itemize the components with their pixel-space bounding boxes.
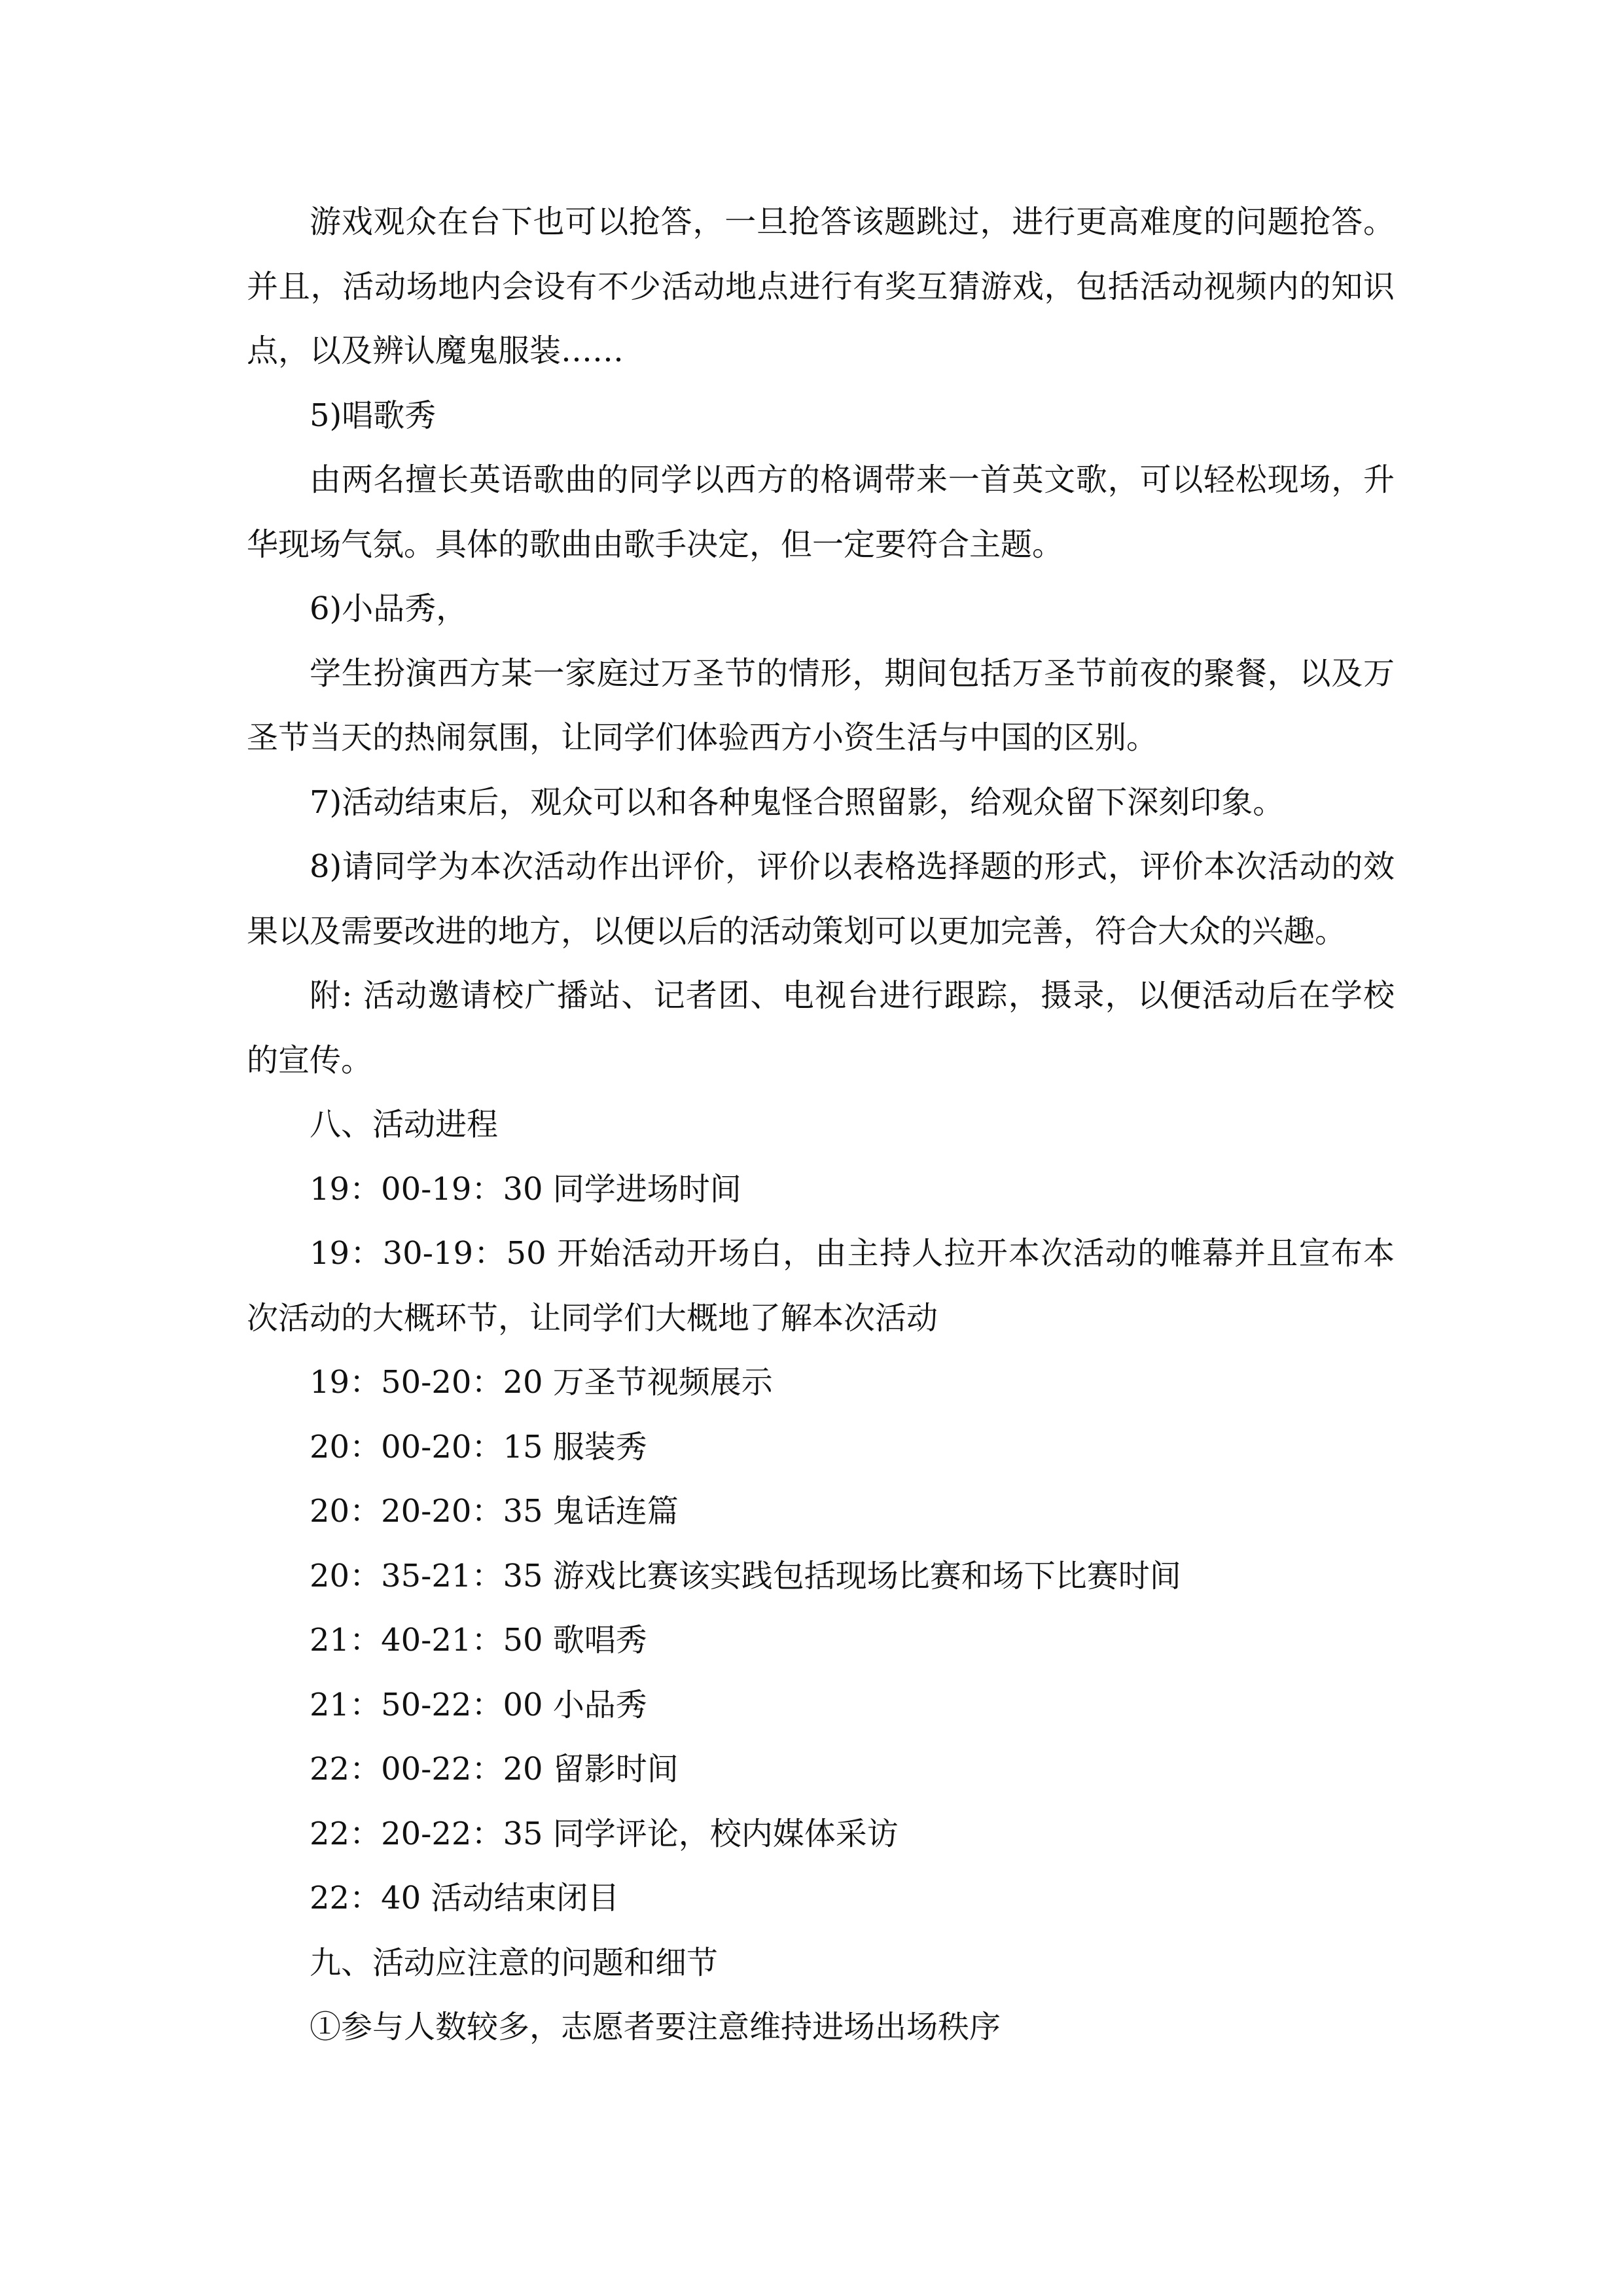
paragraph-singing-show: 由两名擅长英语歌曲的同学以西方的格调带来一首英文歌，可以轻松现场，升华现场气氛。具体的歌曲由歌手决定，但一定要符合主题。 bbox=[247, 461, 1395, 563]
schedule-item: 22：20-22：35 同学评论，校内媒体采访 bbox=[310, 1815, 899, 1852]
paragraph-evaluation: 8)请同学为本次活动作出评价，评价以表格选择题的形式，评价本次活动的效果以及需要改进的地方，以便以后的活动策划可以更加完善，符合大众的兴趣。 bbox=[247, 848, 1395, 950]
schedule-item: 21：50-22：00 小品秀 bbox=[310, 1686, 647, 1723]
paragraph-sketch-show: 学生扮演西方某一家庭过万圣节的情形，期间包括万圣节前夜的聚餐，以及万圣节当天的热闹氛围，让同学们体验西方小资生活与中国的区别。 bbox=[247, 655, 1395, 756]
section-heading-schedule: 八、活动进程 bbox=[310, 1106, 499, 1143]
schedule-item: 19：00-19：30 同学进场时间 bbox=[310, 1170, 741, 1208]
paragraph-game-audience: 游戏观众在台下也可以抢答，一旦抢答该题跳过，进行更高难度的问题抢答。并且，活动场地内会设有不少活动地点进行有奖互猜游戏，包括活动视频内的知识点，以及辨认魔鬼服装…… bbox=[247, 204, 1395, 369]
schedule-item: 22：00-22：20 留影时间 bbox=[310, 1751, 679, 1787]
paragraph-sketch-show-heading: 6)小品秀， bbox=[310, 590, 468, 627]
schedule-item: 19：30-19：50 开始活动开场白，由主持人拉开本次活动的帷幕并且宣布本次活动的大概环节，让同学们大概地了解本次活动 bbox=[247, 1235, 1395, 1336]
schedule-item: 19：50-20：20 万圣节视频展示 bbox=[310, 1364, 773, 1401]
schedule-item: 20：00-20：15 服装秀 bbox=[310, 1428, 647, 1465]
paragraph-appendix: 附: 活动邀请校广播站、记者团、电视台进行跟踪，摄录，以便活动后在学校的宣传。 bbox=[247, 977, 1395, 1079]
section-heading-notes: 九、活动应注意的问题和细节 bbox=[310, 1944, 719, 1981]
paragraph-photo-session: 7)活动结束后，观众可以和各种鬼怪合照留影，给观众留下深刻印象。 bbox=[310, 783, 1285, 821]
schedule-item: 22：40 活动结束闭目 bbox=[310, 1880, 620, 1916]
note-item: ①参与人数较多，志愿者要注意维持进场出场秩序 bbox=[310, 2009, 1001, 2045]
schedule-item: 20：35-21：35 游戏比赛该实践包括现场比赛和场下比赛时间 bbox=[310, 1557, 1181, 1594]
schedule-item: 20：20-20：35 鬼话连篇 bbox=[310, 1493, 679, 1530]
paragraph-singing-show-heading: 5)唱歌秀 bbox=[310, 397, 437, 434]
schedule-item: 21：40-21：50 歌唱秀 bbox=[310, 1622, 647, 1659]
body-text bbox=[247, 190, 1395, 2060]
